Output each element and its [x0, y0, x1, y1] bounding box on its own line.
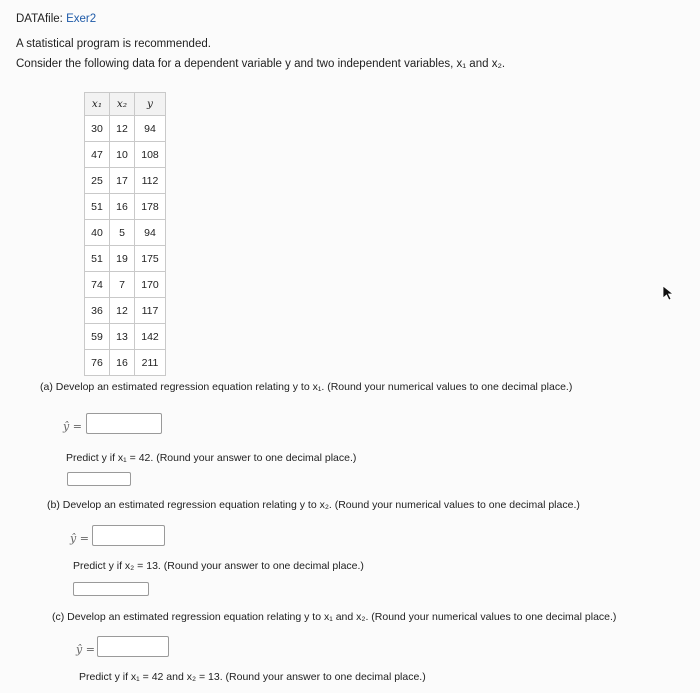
cell-x2: 19 — [110, 246, 135, 272]
part-b-question: (b) Develop an estimated regression equation relating y to x₂. (Round your numerical values to one decimal place.) — [47, 499, 580, 511]
cell-x1: 51 — [85, 194, 110, 220]
cell-y: 112 — [135, 168, 166, 194]
part-c-question: (c) Develop an estimated regression equation relating y to x₁ and x₂. (Round your numerical values to one decimal place.) — [52, 611, 617, 623]
cell-x2: 13 — [110, 324, 135, 350]
data-table — [84, 92, 166, 376]
mouse-cursor-icon — [662, 285, 676, 301]
cell-y: 211 — [135, 350, 166, 376]
datafile-line — [16, 13, 96, 25]
table-row — [85, 168, 166, 194]
table-row — [85, 116, 166, 142]
cell-y: 170 — [135, 272, 166, 298]
cell-x2: 5 — [110, 220, 135, 246]
cell-y: 175 — [135, 246, 166, 272]
cell-x2: 12 — [110, 298, 135, 324]
cell-x2: 16 — [110, 194, 135, 220]
cell-x2: 17 — [110, 168, 135, 194]
problem-instruction: Consider the following data for a dependent variable y and two independent variables, x₁ and x₂. — [16, 58, 506, 70]
column-header-y: y — [135, 93, 166, 116]
table-row — [85, 298, 166, 324]
table-row — [85, 220, 166, 246]
part-c-predict-text: Predict y if x₁ = 42 and x₂ = 13. (Round your answer to one decimal place.) — [79, 671, 426, 683]
cell-x1: 59 — [85, 324, 110, 350]
part-c-yhat-label: ŷ = — [76, 643, 95, 656]
part-b-predict-input[interactable] — [73, 582, 149, 596]
table-row — [85, 246, 166, 272]
cell-x1: 76 — [85, 350, 110, 376]
table-row — [85, 142, 166, 168]
cell-x1: 40 — [85, 220, 110, 246]
part-b-yhat-label: ŷ = — [70, 532, 89, 545]
recommendation-text: A statistical program is recommended. — [16, 38, 211, 50]
cell-x1: 47 — [85, 142, 110, 168]
cell-y: 94 — [135, 116, 166, 142]
datafile-link[interactable]: Exer2 — [66, 13, 97, 25]
part-a-question: (a) Develop an estimated regression equation relating y to x₁. (Round your numerical values to one decimal place.) — [40, 381, 573, 393]
cell-x1: 36 — [85, 298, 110, 324]
cell-y: 108 — [135, 142, 166, 168]
table-row — [85, 350, 166, 376]
table-header-row — [85, 93, 166, 116]
part-b-predict-text: Predict y if x₂ = 13. (Round your answer to one decimal place.) — [73, 560, 364, 572]
cell-y: 178 — [135, 194, 166, 220]
cell-x1: 74 — [85, 272, 110, 298]
cell-y: 94 — [135, 220, 166, 246]
part-a-equation-input[interactable] — [86, 413, 162, 434]
part-a-yhat-label: ŷ = — [63, 420, 82, 433]
part-c-equation-input[interactable] — [97, 636, 169, 657]
cell-y: 142 — [135, 324, 166, 350]
table-row — [85, 324, 166, 350]
cell-x2: 16 — [110, 350, 135, 376]
table-row — [85, 194, 166, 220]
cell-x1: 25 — [85, 168, 110, 194]
cell-x1: 30 — [85, 116, 110, 142]
part-a-predict-text: Predict y if x₁ = 42. (Round your answer to one decimal place.) — [66, 452, 357, 464]
table-row — [85, 272, 166, 298]
part-a-predict-input[interactable] — [67, 472, 131, 486]
cell-x2: 12 — [110, 116, 135, 142]
cell-y: 117 — [135, 298, 166, 324]
cell-x1: 51 — [85, 246, 110, 272]
cell-x2: 10 — [110, 142, 135, 168]
datafile-prefix: DATAfile: — [16, 13, 67, 25]
column-header-x2: x₂ — [110, 93, 135, 116]
column-header-x1: x₁ — [85, 93, 110, 116]
part-b-equation-input[interactable] — [92, 525, 165, 546]
cell-x2: 7 — [110, 272, 135, 298]
